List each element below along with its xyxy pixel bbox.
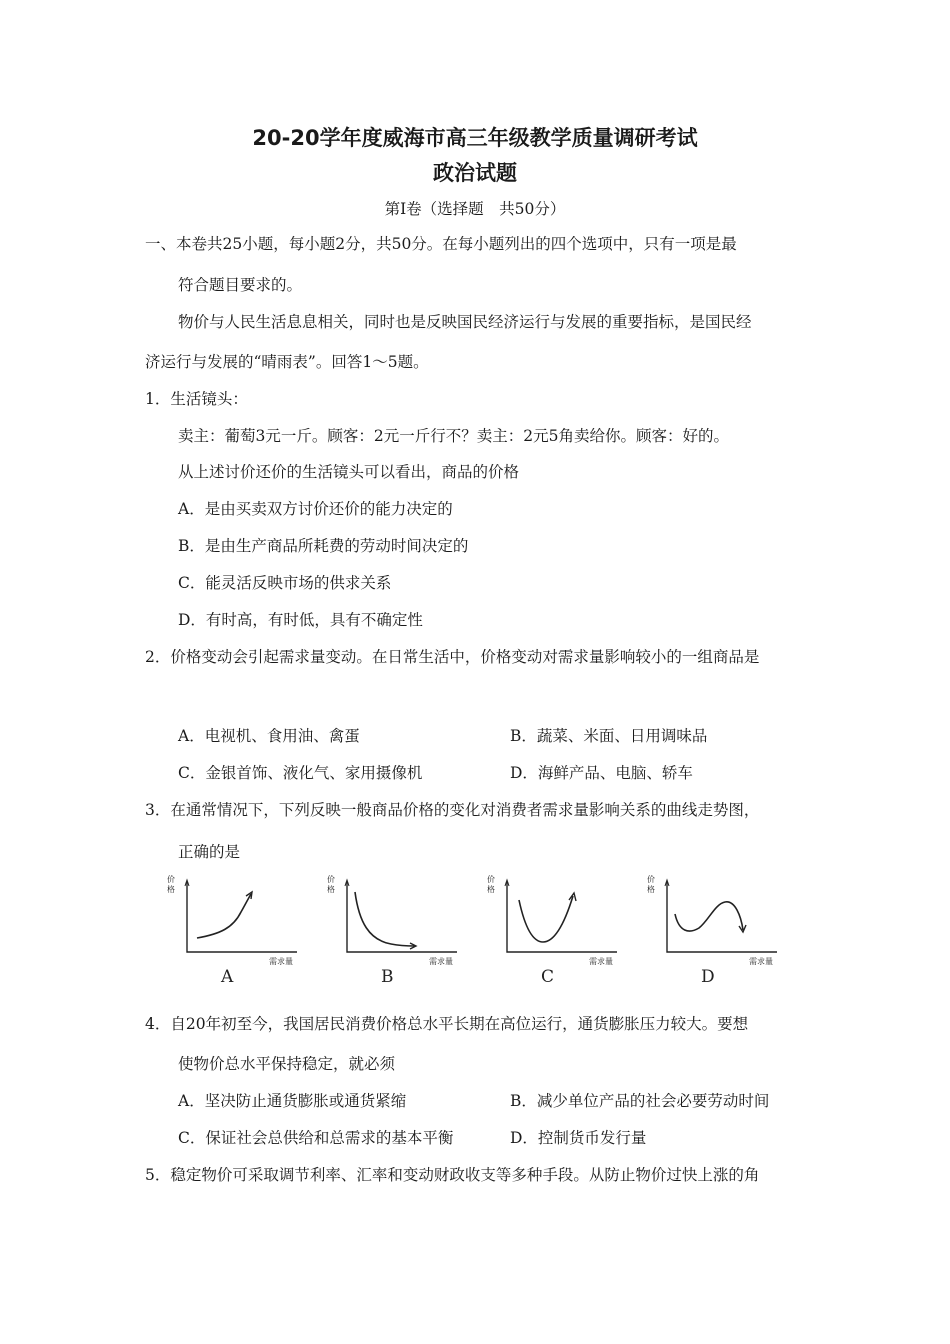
graph-a-xlabel: 需求量 — [269, 957, 293, 966]
q1-stem: 1．生活镜头： — [145, 390, 248, 408]
q5-stem: 5．稳定物价可采取调节利率、汇率和变动财政收支等多种手段。从防止物价过快上涨的角 — [145, 1166, 760, 1184]
q3-graph-a — [165, 872, 305, 990]
exam-subtitle: 政治试题 — [433, 161, 517, 185]
q1-option-c: C．能灵活反映市场的供求关系 — [178, 574, 392, 592]
q3-stem-2: 正确的是 — [178, 843, 241, 861]
graph-d-letter: D — [701, 967, 715, 987]
q4-option-c: C．保证社会总供给和总需求的基本平衡 — [178, 1129, 454, 1147]
q2-option-c: C．金银首饰、液化气、家用摄像机 — [178, 764, 423, 782]
q3-graph-d — [645, 872, 785, 990]
q1-prompt: 从上述讨价还价的生活镜头可以看出，商品的价格 — [178, 463, 520, 481]
q2-option-b: B．蔬菜、米面、日用调味品 — [510, 727, 708, 745]
graph-a-letter: A — [221, 967, 234, 987]
q1-option-d: D．有时高，有时低，具有不确定性 — [178, 611, 423, 629]
graph-c-xlabel: 需求量 — [589, 957, 613, 966]
graph-d-ylabel-1: 价 — [647, 875, 655, 884]
graph-b-ylabel-2: 格 — [327, 885, 335, 894]
q3-graph-c — [485, 872, 625, 990]
intro-line-2: 济运行与发展的“晴雨表”。回答1～5题。 — [145, 353, 429, 371]
exam-title: 20-20学年度威海市高三年级教学质量调研考试 — [252, 126, 698, 150]
q1-dialog: 卖主：葡萄3元一斤。顾客：2元一斤行不？卖主：2元5角卖给你。顾客：好的。 — [178, 427, 729, 445]
graph-b-curve — [355, 892, 415, 946]
graph-c-curve — [519, 896, 573, 942]
q2-stem: 2．价格变动会引起需求量变动。在日常生活中，价格变动对需求量影响较小的一组商品是 — [145, 648, 760, 666]
intro-line-1: 物价与人民生活息息相关，同时也是反映国民经济运行与发展的重要指标，是国民经 — [178, 313, 752, 331]
graph-b-xlabel: 需求量 — [429, 957, 453, 966]
graph-b-ylabel-1: 价 — [327, 875, 335, 884]
graph-a-ylabel-2: 格 — [167, 885, 175, 894]
q1-option-a: A．是由买卖双方讨价还价的能力决定的 — [178, 500, 453, 518]
q4-option-a: A．坚决防止通货膨胀或通货紧缩 — [178, 1092, 407, 1110]
instructions-line-1: 一、本卷共25小题，每小题2分，共50分。在每小题列出的四个选项中，只有一项是最 — [145, 235, 737, 253]
q3-graph-b — [325, 872, 465, 990]
graph-b-letter: B — [381, 967, 394, 987]
q2-option-d: D．海鲜产品、电脑、轿车 — [510, 764, 693, 782]
instructions-line-2: 符合题目要求的。 — [178, 276, 303, 294]
graph-d-curve — [675, 902, 743, 931]
graph-a-axes — [187, 882, 297, 952]
graph-d-ylabel-2: 格 — [647, 885, 655, 894]
part-heading: 第Ⅰ卷（选择题 共50分） — [384, 200, 566, 218]
q4-option-b: B．减少单位产品的社会必要劳动时间 — [510, 1092, 770, 1110]
q2-option-a: A．电视机、食用油、禽蛋 — [178, 727, 360, 745]
graph-b-axes — [347, 882, 457, 952]
graph-c-letter: C — [541, 967, 555, 987]
q1-option-b: B．是由生产商品所耗费的劳动时间决定的 — [178, 537, 469, 555]
q4-stem: 4．自20年初至今，我国居民消费价格总水平长期在高位运行，通货膨胀压力较大。要想 — [145, 1015, 749, 1033]
q4-option-d: D．控制货币发行量 — [510, 1129, 647, 1147]
graph-a-ylabel-1: 价 — [167, 875, 175, 884]
graph-c-ylabel-1: 价 — [487, 875, 495, 884]
graph-c-ylabel-2: 格 — [487, 885, 495, 894]
q3-stem: 3．在通常情况下，下列反映一般商品价格的变化对消费者需求量影响关系的曲线走势图， — [145, 801, 760, 819]
graph-d-axes — [667, 882, 777, 952]
q4-stem-2: 使物价总水平保持稳定，就必须 — [178, 1055, 396, 1073]
graph-a-curve — [197, 894, 251, 938]
graph-d-xlabel: 需求量 — [749, 957, 773, 966]
